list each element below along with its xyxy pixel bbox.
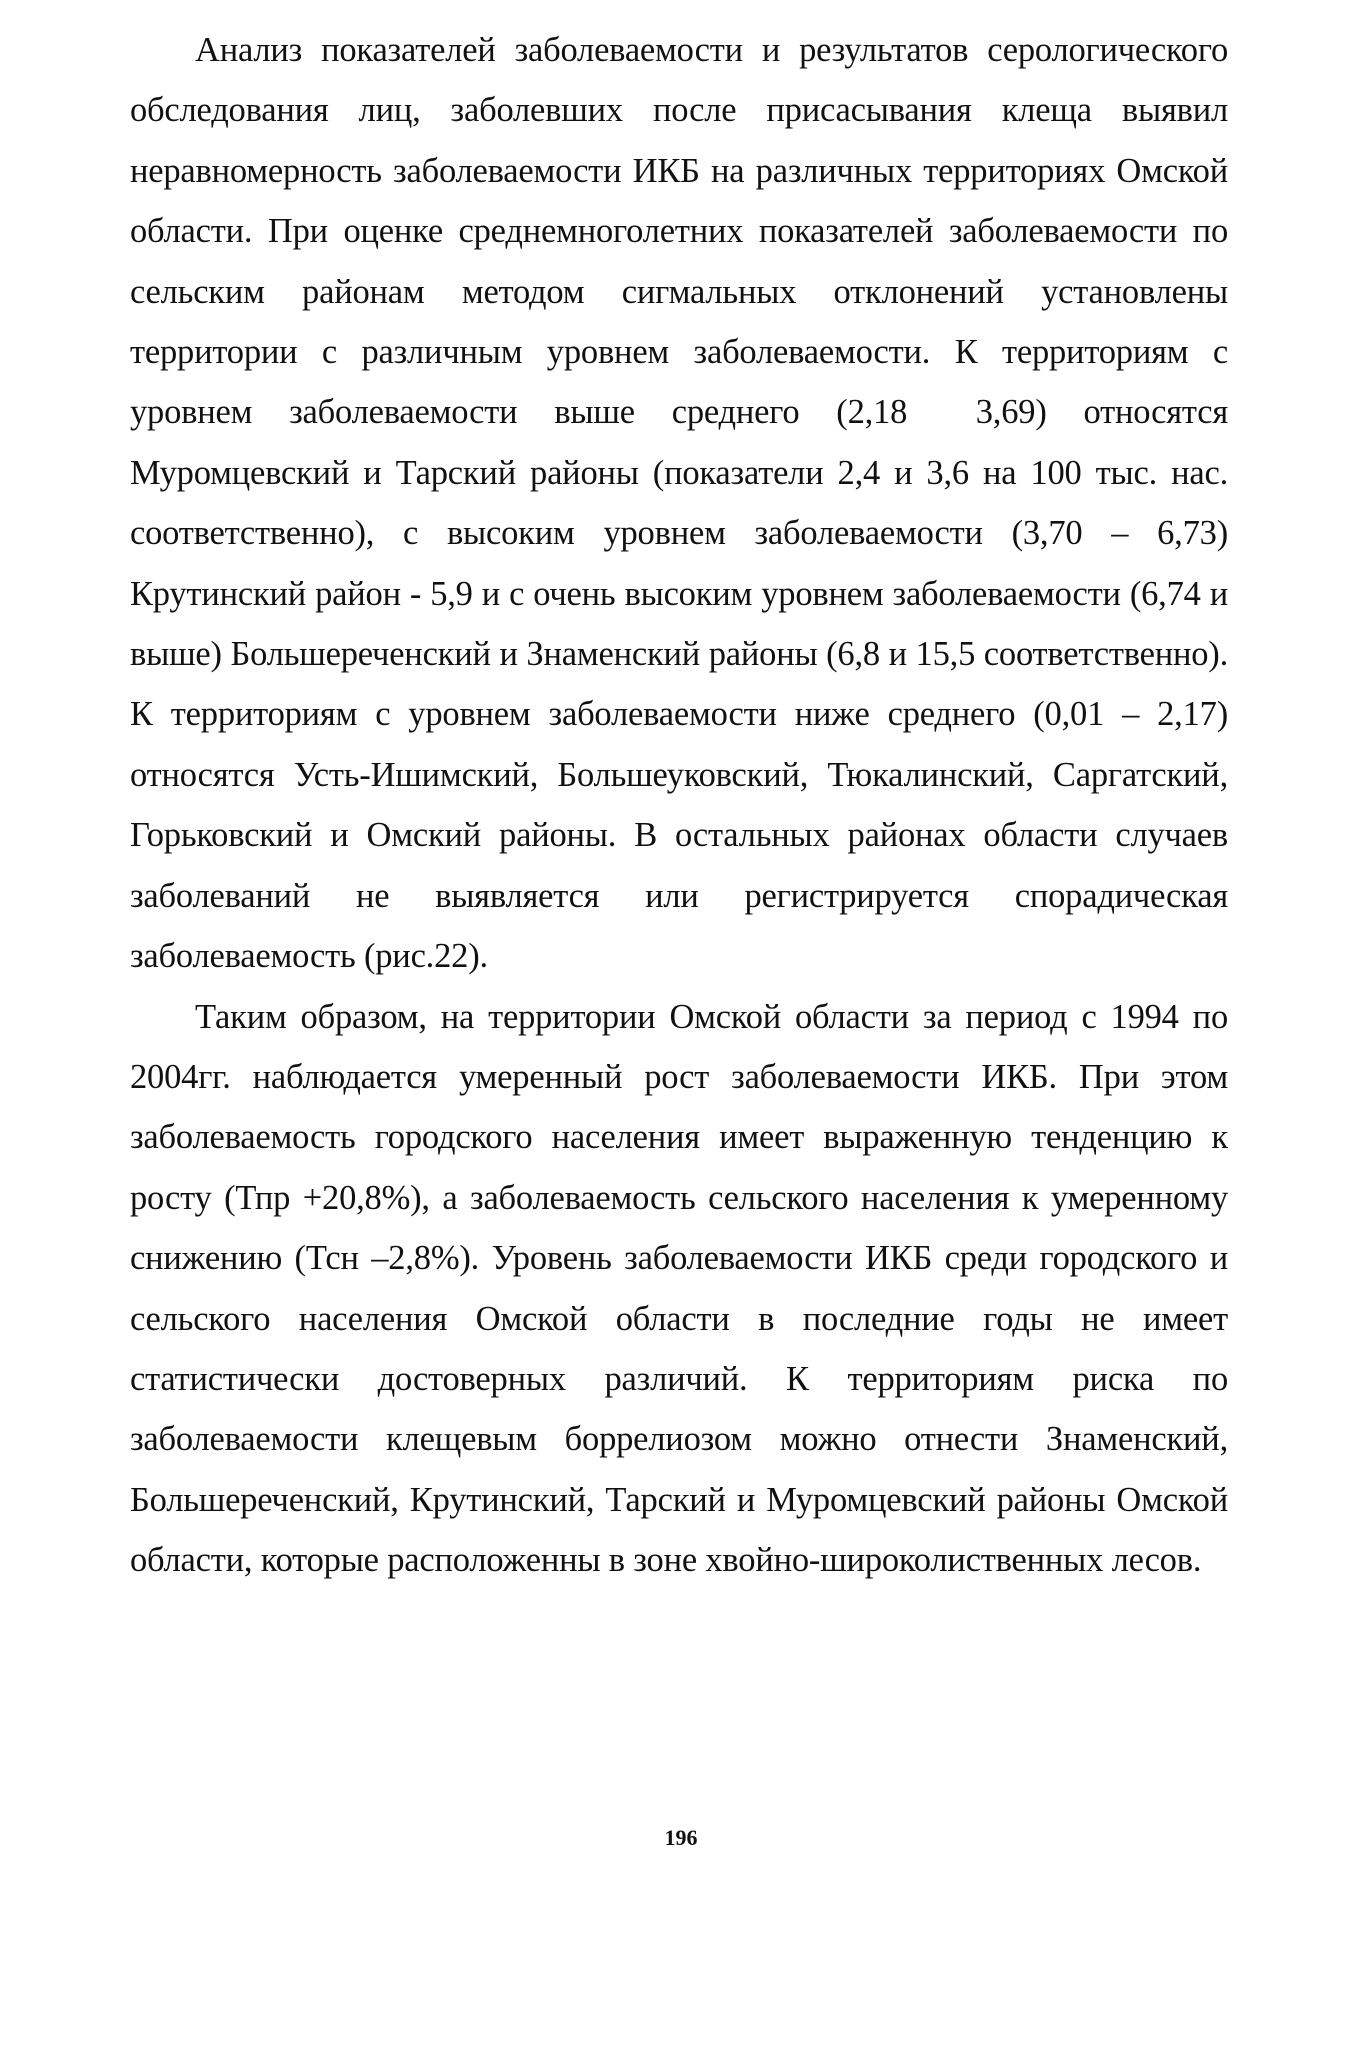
page-number: 196: [664, 1825, 698, 1850]
body-text: [130, 20, 1228, 1591]
paragraph-conclusion: Таким образом, на территории Омской области за период с 1994 по 2004гг. наблюдается умеренный рост заболеваемости ИКБ. При этом заболеваемость городского населения имеет выраженную тенденцию к росту (Тпр +20,8%), а заболеваемость сельского населения к умеренному снижению (Тсн –2,8%). Уровень заболеваемости ИКБ среди городского и сельского населения Омской области в последние годы не имеет статистически достоверных различий. К территориям риска по заболеваемости клещевым боррелиозом можно отнести Знаменский, Большереченский, Крутинский, Тарский и Муромцевский районы Омской области, которые расположенны в зоне хвойно-широколиственных лесов.: [130, 997, 1228, 1580]
paragraph-incidence-analysis: Анализ показателей заболеваемости и результатов серологического обследования лиц, заболевших после присасывания клеща выявил неравномерность заболеваемости ИКБ на различных территориях Омской области. При оценке среднемноголетних показателей заболеваемости по сельским районам методом сигмальных отклонений установлены территории с различным уровнем заболеваемости. К территориям с уровнем заболеваемости выше среднего (2,18 3,69) относятся Муромцевский и Тарский районы (показатели 2,4 и 3,6 на 100 тыс. нас. соответственно), с высоким уровнем заболеваемости (3,70 – 6,73) Крутинский район - 5,9 и с очень высоким уровнем заболеваемости (6,74 и выше) Большереченский и Знаменский районы (6,8 и 15,5 соответственно). К территориям с уровнем заболеваемости ниже среднего (0,01 – 2,17) относятся Усть-Ишимский, Большеуковский, Тюкалинский, Саргатский, Горьковский и Омский районы. В остальных районах области случаев заболеваний не выявляется или регистрируется спорадическая заболеваемость (рис.22).: [130, 31, 1228, 976]
